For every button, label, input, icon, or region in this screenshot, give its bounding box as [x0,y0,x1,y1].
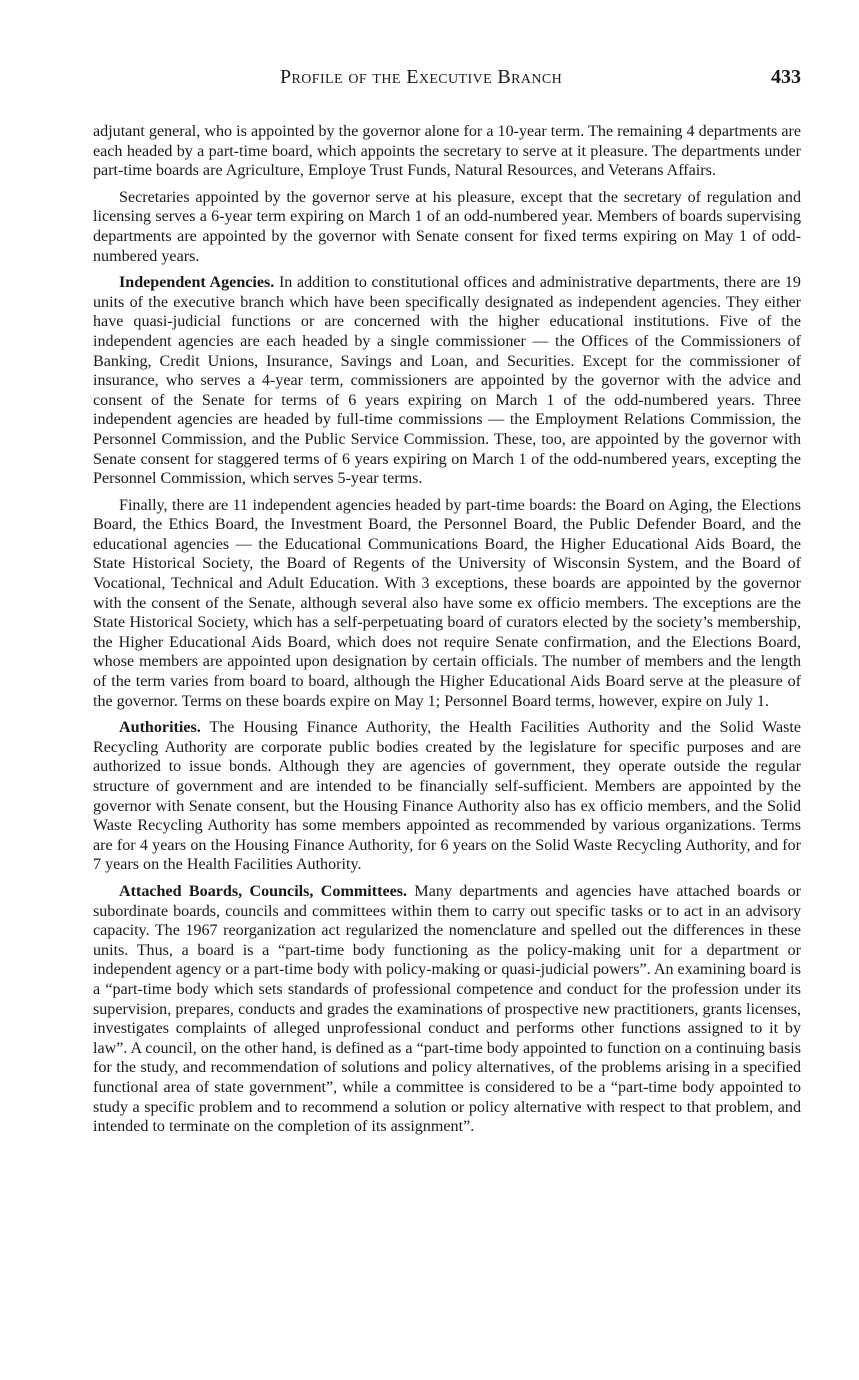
paragraph-attached-boards [93,882,801,1137]
body-text [93,122,801,1137]
paragraph-text: Secretaries appointed by the governor serve at his pleasure, except that the secretary of regulation and licensing serves a 6-year term expiring on March 1 of an odd-numbered year. Members of boards supervising departments are appointed by the governor with Senate consent for fixed terms expiring on May 1 of odd-numbered years. [93,188,801,265]
page-number: 433 [771,66,801,88]
paragraph-part-time-boards [93,496,801,712]
paragraph-independent-agencies [93,273,801,489]
paragraph-text: Many departments and agencies have attached boards or subordinate boards, councils and committees within them to carry out specific tasks or to act in an advisory capacity. The 1967 reorganization act regularized the nomenclature and spelled out the differences in these units. Thus, a board is a “part-time body functioning as the policy-making unit for a department or independent agency or a part-time body with policy-making or quasi-judicial powers”. An examining board is a “part-time body which sets standards of professional competence and conduct for the profession under its supervision, prepares, conducts and grades the examinations of prospective new practitioners, grants licenses, investigates complaints of alleged unprofessional conduct and performs other functions assigned to it by law”. A council, on the other hand, is defined as a “part-time body appointed to function on a continuing basis for the study, and recommendation of solutions and policy alternatives, of the problems arising in a specified functional area of state government”, while a committee is considered to be a “part-time body appointed to study a specific problem and to recommend a solution or policy alternative with respect to that problem, and intended to terminate on the completion of its assignment”. [93,882,801,1136]
section-heading: Authorities. [119,719,201,737]
paragraph-secretaries [93,188,801,266]
paragraph-text: The Housing Finance Authority, the Health Facilities Authority and the Solid Waste Recycling Authority are corporate public bodies created by the legislature for specific purposes and are authorized to issue bonds. Although they are agencies of government, they operate outside the regular structure of government and are intended to be financially self-sufficient. Members are appointed by the governor with Senate consent, but the Housing Finance Authority also has ex officio members, and the Solid Waste Recycling Authority has some members appointed as recommended by various organizations. Terms are for 4 years on the Housing Finance Authority, for 6 years on the Solid Waste Recycling Authority, and for 7 years on the Health Facilities Authority. [93,719,801,874]
paragraph-text: Finally, there are 11 independent agencies headed by part-time boards: the Board on Aging, the Elections Board, the Ethics Board, the Investment Board, the Personnel Board, the Public Defender Board, and the educational agencies — the Educational Communications Board, the Higher Educational Aids Board, the State Historical Society, the Board of Regents of the University of Wisconsin System, and the Board of Vocational, Technical and Adult Education. With 3 exceptions, these boards are appointed by the governor with the consent of the Senate, although several also have some ex officio members. The exceptions are the State Historical Society, which has a self-perpetuating board of curators elected by the society’s membership, the Higher Educational Aids Board, which does not require Senate confirmation, and the Elections Board, whose members are appointed upon designation by certain officials. The number of members and the length of the term varies from board to board, although the Higher Educational Aids Board serve at the pleasure of the governor. Terms on these boards expire on May 1; Personnel Board terms, however, expire on July 1. [93,496,801,710]
paragraph-authorities [93,718,801,875]
running-header [93,66,801,100]
paragraph-text: In addition to constitutional offices and administrative departments, there are 19 units of the executive branch which have been specifically designated as independent agencies. They either have quasi-judicial functions or are concerned with the higher educational institutions. Five of the independent agencies are each headed by a single commissioner — the Offices of the Commissioners of Banking, Credit Unions, Insurance, Savings and Loan, and Securities. Except for the commissioner of insurance, who serves a 4-year term, commissioners are appointed by the governor with the advice and consent of the Senate for terms of 6 years expiring on March 1 of the odd-numbered years. Three independent agencies are headed by full-time commissions — the Employment Relations Commission, the Personnel Commission, and the Public Service Commission. These, too, are appointed by the governor with Senate consent for staggered terms of 6 years expiring on March 1 of the odd-numbered years, excepting the Personnel Commission, which serves 5-year terms. [93,274,801,488]
paragraph-continuation [93,122,801,181]
section-heading: Attached Boards, Councils, Committees. [119,882,408,900]
document-page [93,66,801,1144]
section-heading: Independent Agencies. [119,274,275,292]
paragraph-text: adjutant general, who is appointed by the governor alone for a 10-year term. The remaining 4 departments are each headed by a part-time board, which appoints the secretary to serve at it pleasure. The departments under part-time boards are Agriculture, Employe Trust Funds, Natural Resources, and Veterans Affairs. [93,123,801,180]
running-title: Profile of the Executive Branch [280,66,563,88]
